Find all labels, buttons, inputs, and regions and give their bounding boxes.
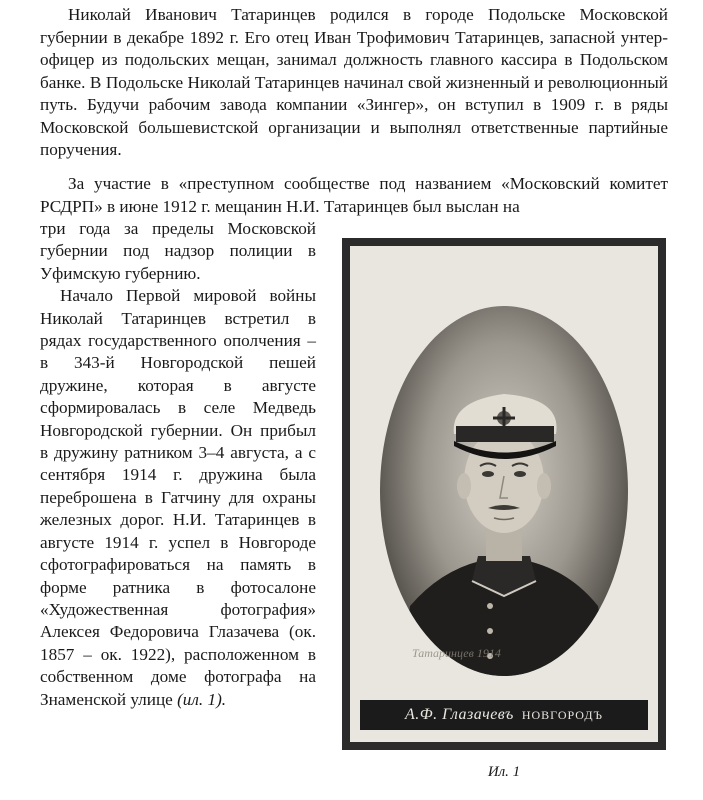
illustration-reference: (ил. 1). <box>177 689 227 709</box>
paragraph-exile-start: За участие в «преступном сообществе под названием «Московский комитет РСДРП» в июне 1912 г. мещанин Н.И. Татаринцев был выслан на <box>40 174 668 216</box>
text-column <box>40 218 316 711</box>
portrait-photograph <box>342 238 666 750</box>
studio-city: НОВГОРОДЪ <box>521 707 604 722</box>
paragraph-world-war <box>40 285 316 711</box>
studio-signature: А.Ф. Глазачевъ <box>404 706 514 723</box>
studio-imprint <box>360 700 648 730</box>
figure-caption: Ил. 1 <box>487 764 521 780</box>
soldier-portrait-image <box>380 306 628 676</box>
paragraph-world-war-text: Начало Первой мировой войны Николай Татаринцев встретил в рядах государственного ополчения – в 343-й Новгородской пешей дружине, которая в августе сформировалась в селе Медведь Новгородской губернии. Он прибыл в дружину ратником 3–4 августа, а с сентября 1914 г. дружина была переброшена в Гатчину для охраны железных дорог. Н.И. Татаринцев в августе 1914 г. успел в Новгороде сфотографироваться на память в форме ратника в фотосалоне «Художественная фотография» Алексея Федоровича Глазачева (ок. 1857 – ок. 1922), расположенном в собственном доме фотографа на Знаменской улице <box>40 286 316 709</box>
paragraph-biography-intro: Николай Иванович Татаринцев родился в городе Подольске Московской губернии в декабре 1892 г. Его отец Иван Трофимович Татаринцев, запасной унтер-офицер из подольских мещан, занимал должность главного кассира в Подольском банке. В Подольске Николай Татаринцев начинал свой жизненный и революционный путь. Будучи рабочим завода компании «Зингер», он вступил в 1909 г. в ряды Московской большевистской организации и выполнял ответственные партийные поручения. <box>40 5 668 159</box>
photo-card <box>350 246 658 742</box>
paragraph-exile-continued: три года за пределы Московской губернии под надзор полиции в Уфимскую губернию. <box>40 219 316 283</box>
handwritten-note: Татаринцев 1914 <box>412 646 501 660</box>
portrait-oval <box>380 306 628 676</box>
